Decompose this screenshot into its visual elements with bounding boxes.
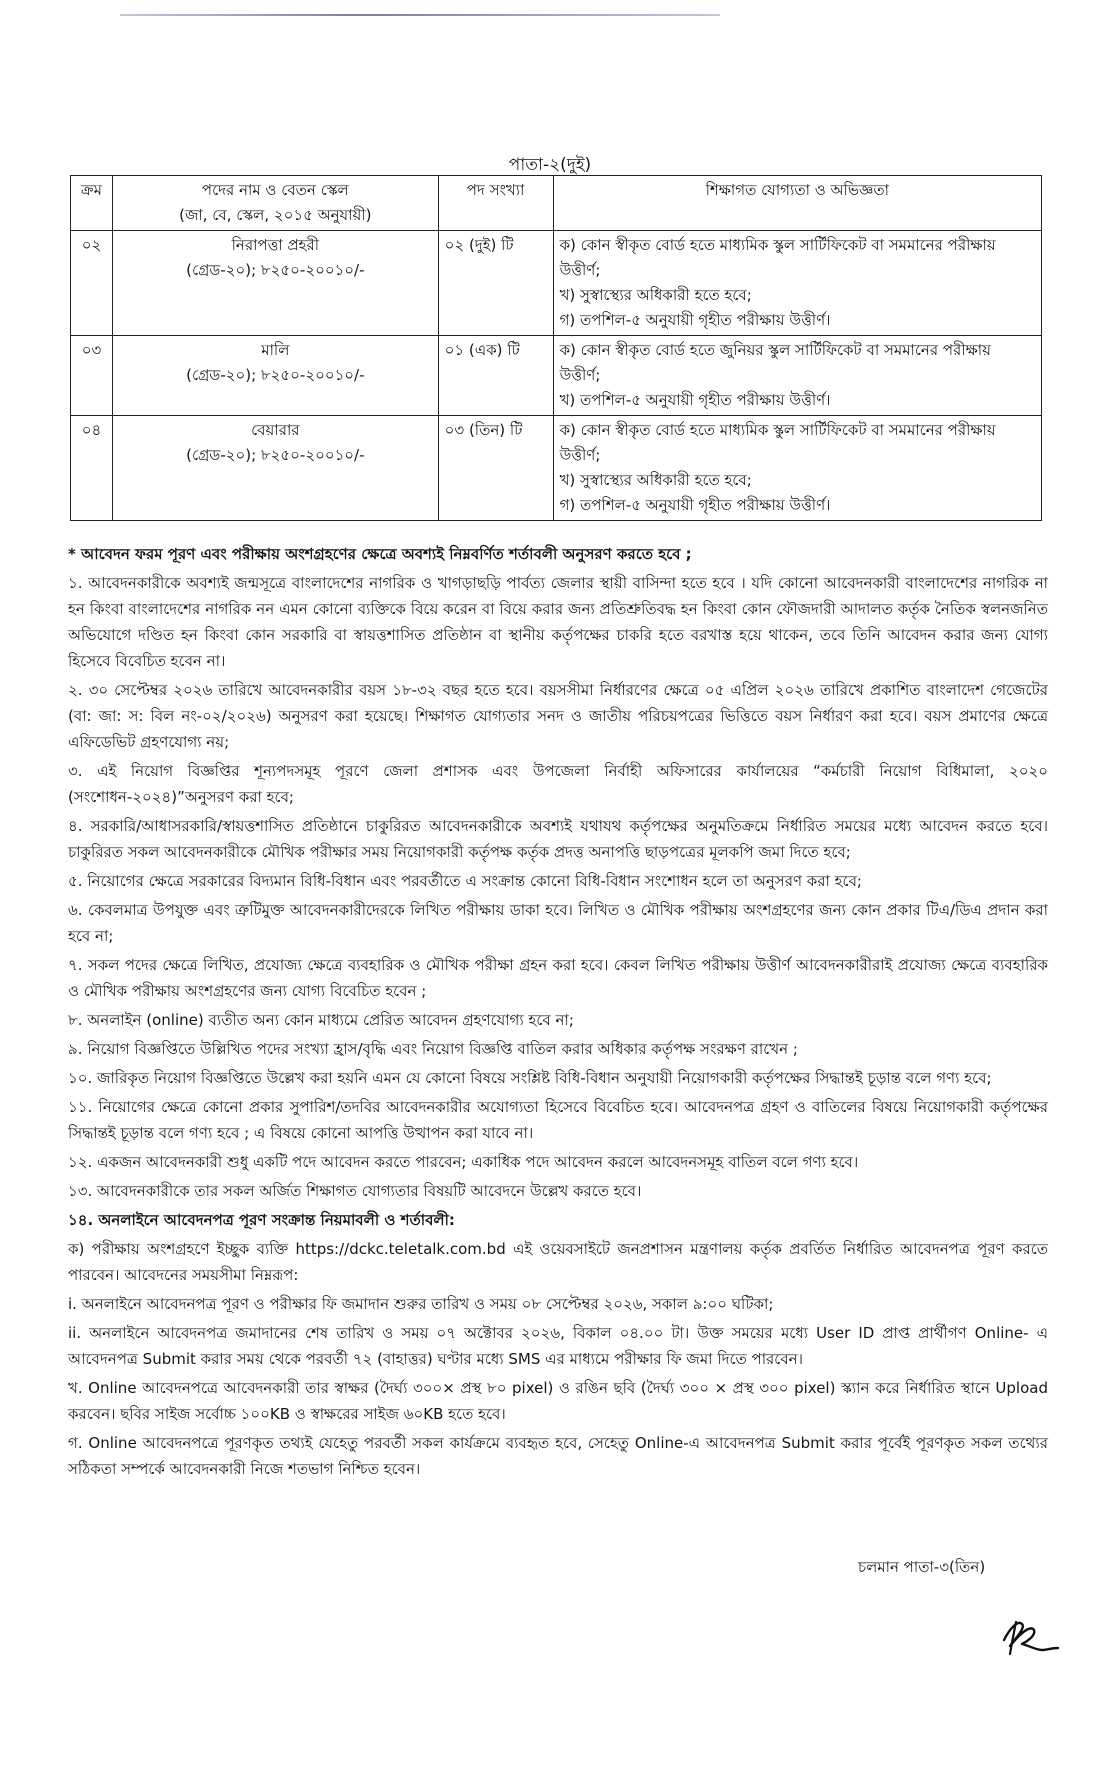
- post-grade: (গ্রেড-২০); ৮২৫০-২০০১০/-: [186, 366, 365, 384]
- qualification-item: খ) সুস্বাস্থ্যের অধিকারী হতে হবে;: [559, 286, 752, 304]
- qualification-item: খ) সুস্বাস্থ্যের অধিকারী হতে হবে;: [559, 471, 752, 489]
- row-qualification: [553, 231, 1041, 336]
- row-serial: ০৪: [71, 416, 113, 521]
- header-post-line1: পদের নাম ও বেতন স্কেল: [201, 181, 349, 199]
- header-qualification: শিক্ষাগত যোগ্যতা ও অভিজ্ঞতা: [553, 176, 1041, 231]
- handwritten-signature: [996, 1610, 1060, 1660]
- continued-page-label: চলমান পাতা-৩(তিন): [858, 1558, 986, 1576]
- qualification-item: ক) কোন স্বীকৃত বোর্ড হতে জুনিয়র স্কুল সার্টিফিকেট বা সমমানের পরীক্ষায় উত্তীর্ণ;: [559, 341, 991, 384]
- row-post-count: ০১ (এক) টি: [438, 336, 553, 416]
- qualification-item: গ) তপশিল-৫ অনুযায়ী গৃহীত পরীক্ষায় উত্তীর্ণ।: [559, 496, 831, 514]
- online-rule-item: গ. Online আবেদনপত্রে পূরণকৃত তথ্যই যেহেতু পরবর্তী সকল কার্যক্রমে ব্যবহৃত হবে, সেহেতু Online-এ আবেদনপত্র Submit করার পূর্বেই পূরণকৃত সকল তথ্যের সঠিকতা সম্পর্কে আবেদনকারী নিজে শতভাগ নিশ্চিত হবেন।: [68, 1434, 1048, 1478]
- condition-item: ৯. নিয়োগ বিজ্ঞপ্তিতে উল্লিখিত পদের সংখ্যা হ্রাস/বৃদ্ধি এবং নিয়োগ বিজ্ঞপ্তি বাতিল করার অধিকার কর্তৃপক্ষ সংরক্ষণ রাখেন ;: [68, 1040, 798, 1058]
- conditions-heading: * আবেদন ফরম পূরণ এবং পরীক্ষায় অংশগ্রহণের ক্ষেত্রে অবশ্যই নিম্নবর্ণিত শর্তাবলী অনুসরণ করতে হবে ;: [68, 545, 692, 563]
- row-serial: ০৩: [71, 336, 113, 416]
- condition-item: ১২. একজন আবেদনকারী শুধু একটি পদে আবেদন করতে পারবেন; একাধিক পদে আবেদন করলে আবেদনসমূহ বাতিল বলে গণ্য হবে।: [68, 1153, 859, 1171]
- row-post-name: [112, 231, 438, 336]
- row-post-name: [112, 416, 438, 521]
- posts-table: [70, 175, 1042, 521]
- header-post-count: পদ সংখ্যা: [438, 176, 553, 231]
- row-serial: ০২: [71, 231, 113, 336]
- post-grade: (গ্রেড-২০); ৮২৫০-২০০১০/-: [186, 261, 365, 279]
- condition-item: ৫. নিয়োগের ক্ষেত্রে সরকারের বিদ্যমান বিধি-বিধান এবং পরবর্তীতে এ সংক্রান্ত কোনো বিধি-বিধান সংশোধন হলে তা অনুসরণ করা হবে;: [68, 872, 862, 890]
- header-post-line2: (জা, বে, স্কেল, ২০১৫ অনুযায়ী): [179, 206, 372, 224]
- row-post-name: [112, 336, 438, 416]
- post-title: বেয়ারার: [251, 421, 300, 439]
- online-rules-heading: ১৪. অনলাইনে আবেদনপত্র পূরণ সংক্রান্ত নিয়মাবলী ও শর্তাবলী:: [68, 1211, 455, 1229]
- condition-item: ৩. এই নিয়োগ বিজ্ঞপ্তির শূন্যপদসমূহ পূরণে জেলা প্রশাসক এবং উপজেলা নির্বাহী অফিসারের কার্যালয়ের “কর্মচারী নিয়োগ বিধিমালা, ২০২০ (সংশোধন-২০২৪)”অনুসরণ করা হবে;: [68, 762, 1048, 806]
- condition-item: ৭. সকল পদের ক্ষেত্রে লিখিত, প্রযোজ্য ক্ষেত্রে ব্যবহারিক ও মৌখিক পরীক্ষা গ্রহন করা হবে। কেবল লিখিত পরীক্ষায় উত্তীর্ণ আবেদনকারীরাই প্রযোজ্য ক্ষেত্রে ব্যবহারিক ও মৌখিক পরীক্ষায় অংশগ্রহণের জন্য যোগ্য বিবেচিত হবেন ;: [68, 956, 1048, 1000]
- post-grade: (গ্রেড-২০); ৮২৫০-২০০১০/-: [186, 446, 365, 464]
- qualification-item: গ) তপশিল-৫ অনুযায়ী গৃহীত পরীক্ষায় উত্তীর্ণ।: [559, 311, 831, 329]
- table-header-row: [71, 176, 1042, 231]
- page-number-label: পাতা-২(দুই): [508, 155, 592, 175]
- row-qualification: [553, 416, 1041, 521]
- condition-item: ১৩. আবেদনকারীকে তার সকল অর্জিত শিক্ষাগত যোগ্যতার বিষয়টি আবেদনে উল্লেখ করতে হবে।: [68, 1182, 642, 1200]
- condition-item: ৬. কেবলমাত্র উপযুক্ত এবং ত্রুটিমুক্ত আবেদনকারীদেরকে লিখিত পরীক্ষায় ডাকা হবে। লিখিত ও মৌখিক পরীক্ষায় অংশগ্রহণের জন্য কোন প্রকার টিএ/ডিএ প্রদান করা হবে না;: [68, 901, 1048, 945]
- row-post-count: ০৩ (তিন) টি: [438, 416, 553, 521]
- condition-item: ১১. নিয়োগের ক্ষেত্রে কোনো প্রকার সুপারিশ/তদবির আবেদনকারীর অযোগ্যতা হিসেবে বিবেচিত হবে। আবেদনপত্র গ্রহণ ও বাতিলের বিষয়ে নিয়োগকারী কর্তৃপক্ষের সিদ্ধান্তই চূড়ান্ত বলে গণ্য হবে ; এ বিষয়ে কোনো আপত্তি উত্থাপন করা যাবে না।: [68, 1098, 1048, 1142]
- header-serial: ক্রম: [71, 176, 113, 231]
- row-post-count: ০২ (দুই) টি: [438, 231, 553, 336]
- online-rule-item: ii. অনলাইনে আবেদনপত্র জমাদানের শেষ তারিখ ও সময় ০৭ অক্টোবর ২০২৬, বিকাল ০৪.০০ টা। উক্ত সময়ের মধ্যে User ID প্রাপ্ত প্রার্থীগণ Online- এ আবেদনপত্র Submit করার সময় থেকে পরবর্তী ৭২ (বাহাত্তর) ঘণ্টার মধ্যে SMS এর মাধ্যমে পরীক্ষার ফি জমা দিতে পারবেন।: [68, 1324, 1048, 1368]
- top-scan-rule: [120, 14, 720, 16]
- condition-item: ২. ৩০ সেপ্টেম্বর ২০২৬ তারিখে আবেদনকারীর বয়স ১৮-৩২ বছর হতে হবে। বয়সসীমা নির্ধারণের ক্ষেত্রে ০৫ এপ্রিল ২০২৬ তারিখে প্রকাশিত বাংলাদেশ গেজেটের (বা: জা: স: বিল নং-০২/২০২৬) অনুসরণ করা হয়েছে। শিক্ষাগত যোগ্যতার সনদ ও জাতীয় পরিচয়পত্রের ভিত্তিতে বয়স নির্ধারণ করা হবে। বয়স প্রমাণের ক্ষেত্রে এফিডেভিট গ্রহণযোগ্য নয়;: [68, 681, 1048, 751]
- header-post-name: [112, 176, 438, 231]
- condition-item: ১০. জারিকৃত নিয়োগ বিজ্ঞপ্তিতে উল্লেখ করা হয়নি এমন যে কোনো বিষয়ে সংশ্লিষ্ট বিধি-বিধান অনুযায়ী নিয়োগকারী কর্তৃপক্ষের সিদ্ধান্তই চূড়ান্ত বলে গণ্য হবে;: [68, 1069, 992, 1087]
- post-title: নিরাপত্তা প্রহরী: [231, 236, 320, 254]
- condition-item: ১. আবেদনকারীকে অবশ্যই জন্মসূত্রে বাংলাদেশের নাগরিক ও খাগড়াছড়ি পার্বত্য জেলার স্থায়ী বাসিন্দা হতে হবে । যদি কোনো আবেদনকারী বাংলাদেশের নাগরিক না হন কিংবা বাংলাদেশের নাগরিক নন এমন কোনো ব্যক্তিকে বিয়ে করেন বা বিয়ে করার জন্য প্রতিশ্রুতিবদ্ধ হন কিংবা কোন ফৌজদারী আদালত কর্তৃক নৈতিক স্বলনজনিত অভিযোগে দণ্ডিত হন কিংবা কোন সরকারি বা স্বায়ত্তশাসিত প্রতিষ্ঠান বা স্থানীয় কর্তৃপক্ষের চাকরি হতে বরখাস্ত হয়ে থাকেন, তবে তিনি আবেদন করার জন্য যোগ্য হিসেবে বিবেচিত হবেন না।: [68, 574, 1048, 670]
- table-row: [71, 231, 1042, 336]
- qualification-item: ক) কোন স্বীকৃত বোর্ড হতে মাধ্যমিক স্কুল সার্টিফিকেট বা সমমানের পরীক্ষায় উত্তীর্ণ;: [559, 236, 996, 279]
- online-rule-item: ক) পরীক্ষায় অংশগ্রহণে ইচ্ছুক ব্যক্তি https://dckc.teletalk.com.bd এই ওয়েবসাইটে জনপ্রশাসন মন্ত্রণালয় কর্তৃক প্রবর্তিত নির্ধারিত আবেদনপত্র পূরণ করতে পারবেন। আবেদনের সময়সীমা নিম্নরূপ:: [68, 1240, 1048, 1284]
- condition-item: ৪. সরকারি/আধাসরকারি/স্বায়ত্তশাসিত প্রতিষ্ঠানে চাকুরিরত আবেদনকারীকে অবশ্যই যথাযথ কর্তৃপক্ষের অনুমতিক্রমে নির্ধারিত সময়ের মধ্যে আবেদন করতে হবে। চাকুরিরত সকল আবেদনকারীকে মৌখিক পরীক্ষার সময় নিয়োগকারী কর্তৃপক্ষ কর্তৃক প্রদত্ত অনাপত্তি ছাড়পত্রের মূলকপি জমা দিতে হবে;: [68, 817, 1048, 861]
- online-rule-item: খ. Online আবেদনপত্রে আবেদনকারী তার স্বাক্ষর (দৈর্ঘ্য ৩০০× প্রস্থ ৮০ pixel) ও রঙিন ছবি (দৈর্ঘ্য ৩০০ × প্রস্থ ৩০০ pixel) স্ক্যান করে নির্ধারিত স্থানে Upload করবেন। ছবির সাইজ সর্বোচ্চ ১০০KB ও স্বাক্ষরের সাইজ ৬০KB হতে হবে।: [68, 1379, 1048, 1423]
- conditions-section: [68, 541, 1048, 1485]
- qualification-item: ক) কোন স্বীকৃত বোর্ড হতে মাধ্যমিক স্কুল সার্টিফিকেট বা সমমানের পরীক্ষায় উত্তীর্ণ;: [559, 421, 996, 464]
- post-title: মালি: [261, 341, 290, 359]
- table-row: [71, 416, 1042, 521]
- online-rule-item: i. অনলাইনে আবেদনপত্র পূরণ ও পরীক্ষার ফি জমাদান শুরুর তারিখ ও সময় ০৮ সেপ্টেম্বর ২০২৬, সকাল ৯:০০ ঘটিকা;: [68, 1295, 774, 1313]
- qualification-item: খ) তপশিল-৫ অনুযায়ী গৃহীত পরীক্ষায় উত্তীর্ণ।: [559, 391, 831, 409]
- condition-item: ৮. অনলাইন (online) ব্যতীত অন্য কোন মাধ্যমে প্রেরিত আবেদন গ্রহণযোগ্য হবে না;: [68, 1011, 574, 1029]
- row-qualification: [553, 336, 1041, 416]
- table-row: [71, 336, 1042, 416]
